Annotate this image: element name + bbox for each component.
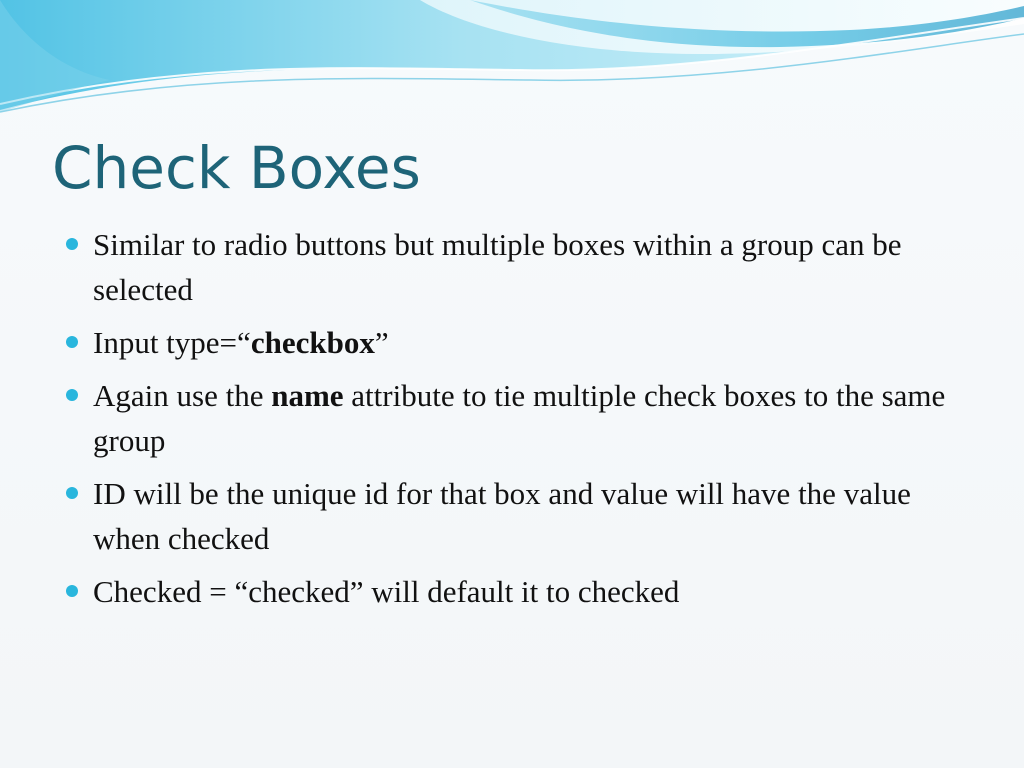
bullet-item <box>64 471 964 561</box>
bullet-text <box>93 227 901 307</box>
bullet-dot-icon <box>66 336 78 348</box>
bullet-list <box>64 222 964 622</box>
bullet-dot-icon <box>66 585 78 597</box>
bullet-dot-icon <box>66 389 78 401</box>
bullet-item <box>64 222 964 312</box>
slide-title: Check Boxes <box>52 134 421 202</box>
bullet-text-segment: Checked = “checked” will default it to checked <box>93 574 680 609</box>
bullet-item <box>64 569 964 614</box>
bullet-text <box>93 378 945 458</box>
bullet-text <box>93 325 389 360</box>
bullet-text <box>93 574 679 609</box>
bullet-bold-segment: checkbox <box>250 325 375 360</box>
bullet-text-segment: Similar to radio buttons but multiple boxes within a group can be selected <box>93 227 902 307</box>
bullet-text-segment: Input type=“ <box>93 325 251 360</box>
bullet-bold-segment: name <box>271 378 344 413</box>
bullet-item <box>64 320 964 365</box>
bullet-item <box>64 373 964 463</box>
bullet-text-segment: ID will be the unique id for that box and value will have the value when checked <box>93 476 911 556</box>
bullet-text-segment: ” <box>374 325 389 360</box>
bullet-text <box>93 476 911 556</box>
bullet-dot-icon <box>66 238 78 250</box>
bullet-text-segment: attribute to tie multiple check boxes to the same group <box>93 378 946 458</box>
bullet-dot-icon <box>66 487 78 499</box>
wave-header-decoration <box>0 0 1024 120</box>
bullet-text-segment: Again use the <box>93 378 272 413</box>
